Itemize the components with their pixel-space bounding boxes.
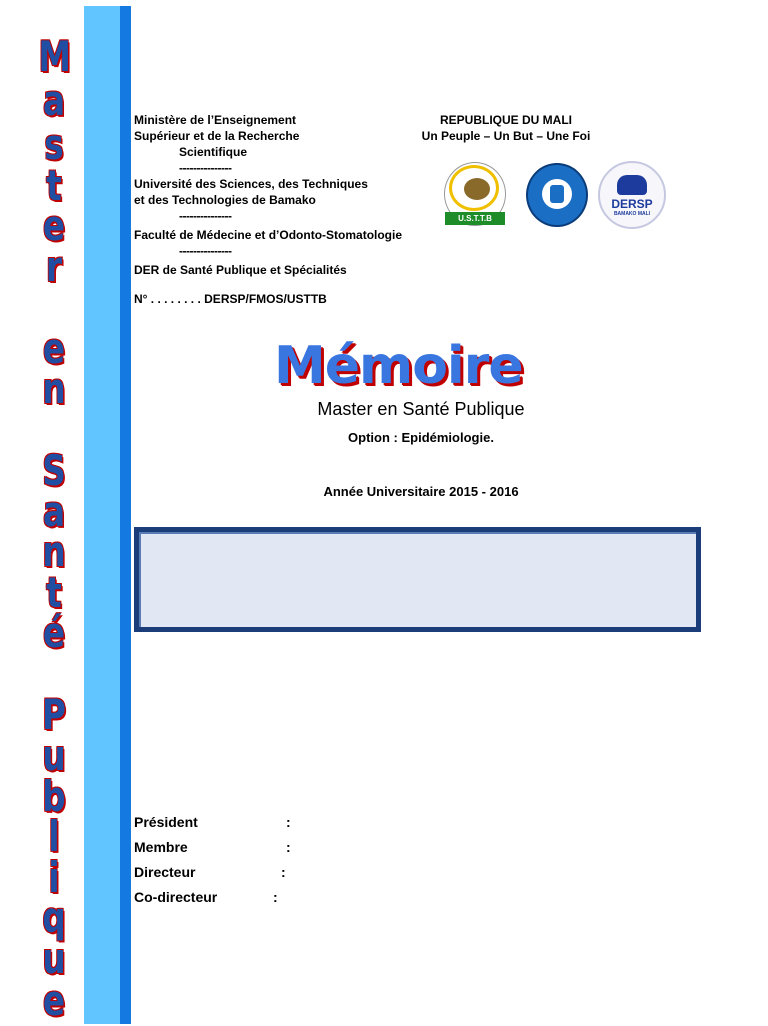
side-title-letter: u [42,731,66,780]
degree-option: Option : Epidémiologie. [348,430,494,445]
dersp-logo-subtext: BAMAKO MALI [613,211,651,217]
fmos-logo [526,163,588,227]
side-title-letter: M [38,32,72,81]
degree-title: Master en Santé Publique [317,399,525,419]
ministry-line-3: Scientifique [179,145,248,159]
jury-role: Membre [134,839,188,855]
jury-colon: : [286,814,291,830]
side-title-letter: S [42,446,66,495]
reference-number: N° . . . . . . . . DERSP/FMOS/USTTB [134,292,327,306]
side-title-letter: a [42,76,66,125]
republic-name: REPUBLIQUE DU MALI [440,113,572,127]
usttb-logo-band: U.S.T.T.B [445,212,505,225]
side-title-letter: b [42,772,66,821]
side-title-letter: u [42,934,66,983]
university-line-1: Université des Sciences, des Techniques [134,177,368,191]
side-title-letter: n [42,364,66,413]
jury-row-co-directeur [134,889,278,914]
side-title-letter: t [46,161,62,210]
separator: --------------- [179,244,232,258]
ministry-line-1: Ministère de l’Enseignement [134,113,297,127]
dersp-logo-text: DERSP [611,197,653,211]
side-title-letter: t [46,568,62,617]
usttb-logo [444,162,506,226]
separator: --------------- [179,209,232,223]
decorative-stripe-dark [120,6,131,1024]
side-title-letter: e [42,976,66,1025]
jury-colon: : [286,839,291,855]
republic-header [421,112,591,144]
jury-role: Co-directeur [134,889,218,905]
dersp-logo [598,161,666,229]
side-title-letter: e [42,324,66,373]
jury-list [134,814,291,914]
side-title-letter: é [42,608,66,657]
university-line-2: et des Technologies de Bamako [134,193,316,207]
jury-colon: : [281,864,286,880]
side-title-letter: n [42,527,66,576]
decorative-stripe-light [84,6,122,1024]
jury-colon: : [273,889,278,905]
side-title-letter: a [42,487,66,536]
jury-role: Président [134,814,198,830]
side-title-letter: l [48,812,60,861]
separator: --------------- [179,161,232,175]
side-title-letter: P [41,690,67,739]
side-title-master-en-sante-publique [34,32,74,1026]
side-title-letter: r [45,242,63,291]
ministry-header [134,112,402,307]
document-title: Mémoire [274,336,523,396]
side-title-letter: i [48,853,60,902]
thesis-title-box [134,527,701,632]
side-title-letter: e [42,201,66,250]
side-title-letter: q [42,893,66,942]
jury-role: Directeur [134,864,196,880]
faculty-name: Faculté de Médecine et d’Odonto-Stomatologie [134,228,403,242]
ministry-line-2: Supérieur et de la Recherche [134,129,300,143]
republic-motto: Un Peuple – Un But – Une Foi [421,129,591,143]
jury-row-membre [134,839,291,864]
department-name: DER de Santé Publique et Spécialités [134,263,347,277]
side-title-letter: s [44,120,64,169]
academic-year: Année Universitaire 2015 - 2016 [323,484,519,499]
jury-row-president [134,814,291,839]
jury-row-directeur [134,864,286,889]
